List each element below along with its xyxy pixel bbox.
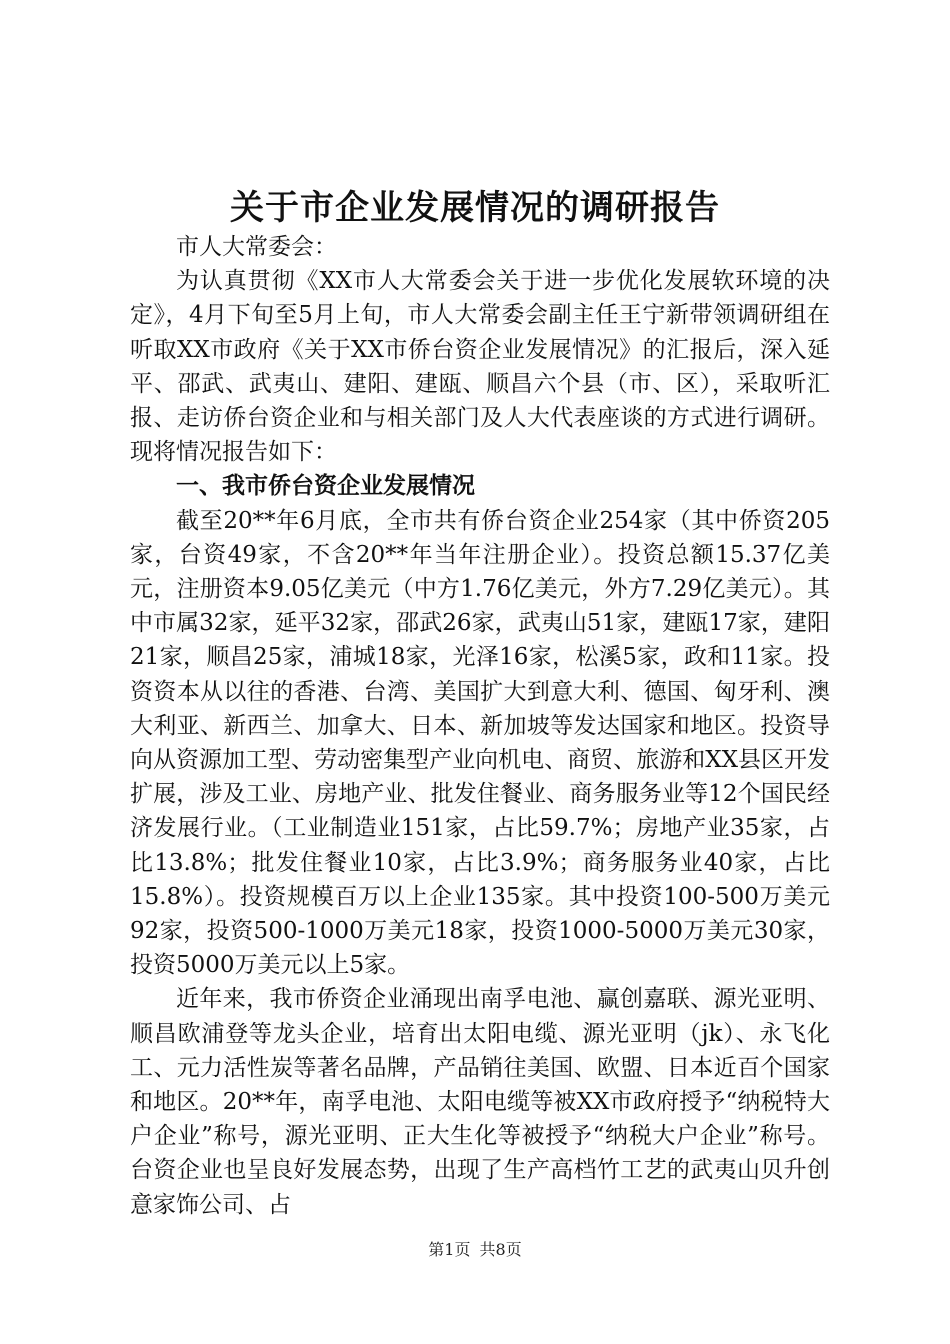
page-footer	[0, 1238, 950, 1262]
page-total: 共8页	[479, 1240, 522, 1259]
document-body	[130, 230, 830, 1222]
page-number: 第1页	[428, 1240, 471, 1259]
section-paragraph-statistics: 截至20**年6月底，全市共有侨台资企业254家（其中侨资205家，台资49家，不含20**年当年注册企业）。投资总额15.37亿美元，注册资本9.05亿美元（中方1.76亿美元，外方7.29亿美元）。其中市属32家，延平32家，邵武26家，武夷山51家，建瓯17家，建阳21家，顺昌25家，浦城18家，光泽16家，松溪5家，政和11家。投资资本从以往的香港、台湾、美国扩大到意大利、德国、匈牙利、澳大利亚、新西兰、加拿大、日本、新加坡等发达国家和地区。投资导向从资源加工型、劳动密集型产业向机电、商贸、旅游和XX县区开发扩展，涉及工业、房地产业、批发住餐业、商务服务业等12个国民经济发展行业。（工业制造业151家，占比59.7%；房地产业35家，占比13.8%；批发住餐业10家，占比3.9%；商务服务业40家，占比15.8%）。投资规模百万以上企业135家。其中投资100-500万美元92家，投资500-1000万美元18家，投资1000-5000万美元30家，投资5000万美元以上5家。	[130, 507, 830, 979]
section-heading: 一、我市侨台资企业发展情况	[176, 473, 475, 500]
document-title: 关于市企业发展情况的调研报告	[230, 188, 720, 228]
salutation: 市人大常委会：	[176, 234, 337, 260]
intro-paragraph: 为认真贯彻《XX市人大常委会关于进一步优化发展软环境的决定》，4月下旬至5月上旬，市人大常委会副主任王宁新带领调研组在听取XX市政府《关于XX市侨台资企业发展情况》的汇报后，深入延平、邵武、武夷山、建阳、建瓯、顺昌六个县（市、区），采取听汇报、走访侨台资企业和与相关部门及人大代表座谈的方式进行调研。现将情况报告如下：	[130, 268, 830, 466]
section-paragraph-enterprises: 近年来，我市侨资企业涌现出南孚电池、赢创嘉联、源光亚明、顺昌欧浦登等龙头企业，培育出太阳电缆、源光亚明（jk）、永飞化工、元力活性炭等著名品牌，产品销往美国、欧盟、日本近百个国家和地区。20**年，南孚电池、太阳电缆等被XX市政府授予“纳税特大户企业”称号，源光亚明、正大生化等被授予“纳税大户企业”称号。台资企业也呈良好发展态势，出现了生产高档竹工艺的武夷山贝升创意家饰公司、占	[130, 986, 830, 1218]
